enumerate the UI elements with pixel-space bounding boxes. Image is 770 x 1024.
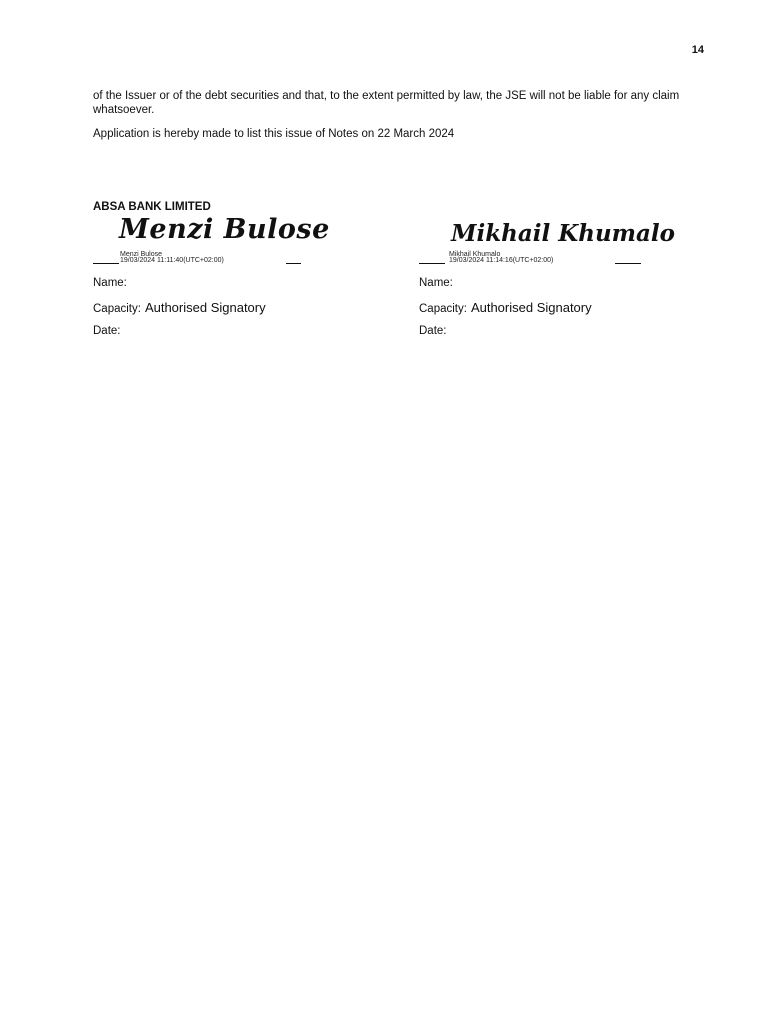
capacity-label: Capacity: [93, 303, 141, 315]
stamp-datetime: 19/03/2024 11:14:16(UTC+02:00) [449, 257, 554, 264]
stamp-signer-name: Menzi Bulose [120, 251, 163, 258]
body-paragraph-continuation: of the Issuer or of the debt securities and that, to the extent permitted by law, the JSE will not be liable for any claim whatsoever. [93, 90, 680, 116]
signature-stamp [120, 252, 224, 264]
stamp-signer-name: Mikhail Khumalo [449, 251, 501, 258]
capacity-field [93, 300, 266, 315]
date-label: Date: [93, 325, 121, 337]
signature-stamp [449, 252, 553, 264]
stamp-datetime: 19/03/2024 11:11:40(UTC+02:00) [120, 257, 224, 264]
name-label: Name: [93, 277, 127, 289]
company-name: ABSA BANK LIMITED [93, 201, 211, 213]
signature-line [286, 263, 301, 264]
date-label: Date: [419, 325, 447, 337]
signature-line [615, 263, 641, 264]
handwritten-signature: Menzi Bulose [119, 214, 330, 245]
page-number: 14 [691, 44, 704, 56]
capacity-field [419, 300, 592, 315]
application-statement: Application is hereby made to list this issue of Notes on 22 March 2024 [93, 128, 455, 140]
name-label: Name: [419, 277, 453, 289]
capacity-label: Capacity: [419, 303, 467, 315]
capacity-value: Authorised Signatory [470, 300, 592, 315]
signature-line [93, 263, 119, 264]
handwritten-signature: Mikhail Khumalo [451, 220, 675, 247]
signature-line [419, 263, 445, 264]
capacity-value: Authorised Signatory [144, 300, 266, 315]
